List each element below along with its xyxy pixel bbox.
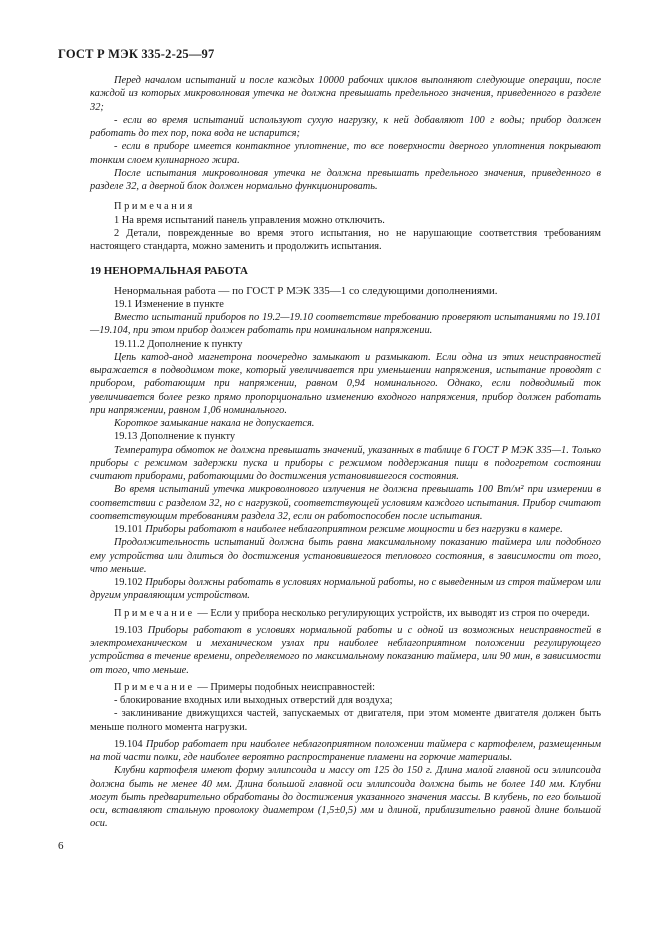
clause-number: 19.104	[114, 738, 143, 750]
section-title: 19 НЕНОРМАЛЬНАЯ РАБОТА	[90, 265, 248, 278]
clause-number: 19.103	[114, 624, 143, 636]
clause-19-13-heading: 19.13 Дополнение к пункту	[114, 431, 236, 443]
clause-number: 19.102	[114, 577, 143, 588]
page-number: 6	[58, 840, 64, 852]
clause-text: Приборы работают в наиболее неблагоприятном режиме мощности и без нагрузки в камере.	[145, 524, 563, 535]
clause-19-1-heading: 19.1 Изменение в пункте	[114, 298, 224, 310]
note-label: Примечание	[114, 607, 195, 619]
clause-19-13-text-2: Во время испытаний утечка микроволнового излучения не должна превышать 100 Вт/м² при измерении в соответствии с разделом 32, но с нагрузкой, соответствующей условиям каждого испытания. Прибор считают соответствующим требованиям раздела 32, если он работоспособен после испытания.	[90, 484, 601, 522]
document-body	[90, 74, 601, 831]
clause-19-102	[90, 576, 601, 603]
clause-text: Прибор работает при наиболее неблагоприятном положении таймера с картофелем, размещенным на той части полки, где наиболее вероятно распространение пламени на горючие материалы.	[90, 738, 601, 763]
clause-number: 19.101	[114, 524, 143, 535]
note-text: — Если у прибора несколько регулирующих устройств, их выводят из строя по очереди.	[197, 607, 590, 619]
note-faults	[90, 681, 601, 694]
clause-19-11-2-text-2: Короткое замыкание накала не допускается.	[114, 418, 315, 429]
note-fault-item-1: - блокирование входных или выходных отверстий для воздуха;	[114, 695, 393, 706]
clause-19-101	[90, 523, 601, 536]
note-2: 2 Детали, поврежденные во время этого испытания, но не нарушающие соответствия требованиям настоящего стандарта, можно заменить и продолжить испытания.	[90, 227, 601, 252]
paragraph-test-cycles: Перед началом испытаний и после каждых 10000 рабочих циклов выполняют следующие операции, после каждой из которых микроволновая утечка не должна превышать предельного значения, приведенного в разделе 32;	[90, 75, 601, 113]
clause-19-1-text: Вместо испытаний приборов по 19.2—19.10 соответствие требованию проверяют испытаниями по 19.101—19.104, при этом прибор должен работать при номинальном напряжении.	[90, 312, 601, 337]
clause-19-11-2-heading: 19.11.2 Дополнение к пункту	[114, 338, 243, 350]
paragraph-dry-load: - если во время испытаний используют сухую нагрузку, к ней добавляют 100 г воды; прибор должен работать до тех пор, пока вода не испарится;	[90, 114, 601, 139]
section-lead: Ненормальная работа — по ГОСТ Р МЭК 335—1 со следующими дополнениями.	[114, 284, 498, 297]
clause-19-103	[90, 624, 601, 677]
clause-19-101-text-2: Продолжительность испытаний должна быть равна максимальному показанию таймера или подобного ему устройства или длиться до достижения установившегося теплового состояния, в зависимости от того, что меньше.	[90, 537, 601, 575]
paragraph-after-test: После испытания микроволновая утечка не должна превышать предельного значения, приведенного в разделе 32, а дверной блок должен нормально функционировать.	[90, 167, 601, 192]
clause-19-13-text: Температура обмоток не должна превышать значений, указанных в таблице 6 ГОСТ Р МЭК 335—1. Только приборы с режимом задержки пуска и приборы с режимом поддержания пищи в подогретом состоянии считают приборами, работающими до достижения установившегося состояния.	[90, 444, 601, 482]
note-label: Примечание	[114, 681, 195, 693]
clause-19-104	[90, 738, 601, 765]
standard-header: ГОСТ Р МЭК 335-2-25—97	[58, 47, 215, 61]
clause-text: Приборы должны работать в условиях нормальной работы, но с выведенным из строя таймером или другим управляющим устройством.	[90, 577, 601, 602]
note-1: 1 На время испытаний панель управления можно отключить.	[114, 214, 385, 226]
clause-19-104-text-2: Клубни картофеля имеют форму эллипсоида и массу от 125 до 150 г. Длина малой главной оси эллипсоида должна быть не менее 40 мм. Длина большой главной оси эллипсоида должна быть не более 140 мм. Клубни могут быть предварительно обработаны до достижения указанного значения массы. В клубень, по его большой оси, вставляют стальную проволоку диаметром (1,5±0,5) мм и длиной, приблизительно равной длине большой оси.	[90, 765, 601, 830]
paragraph-contact-seal: - если в приборе имеется контактное уплотнение, то все поверхности дверного уплотнения покрывают тонким слоем кулинарного жира.	[90, 141, 601, 166]
note-fault-item-2: - заклинивание движущихся частей, запускаемых от двигателя, при этом моменте двигателя должен быть меньше полного момента нагрузки.	[90, 708, 601, 733]
note-text: — Примеры подобных неисправностей:	[197, 681, 375, 693]
clause-text: Приборы работают в условиях нормальной работы и с одной из возможных неисправностей в электромеханическом и механическом узлах при наиболее неблагоприятном положении регулирующего устройства в течение времени, определяемого по максимальному показанию таймера, или 90 мин, в зависимости от того, что меньше.	[90, 624, 601, 676]
clause-19-11-2-text: Цепь катод-анод магнетрона поочередно замыкают и размыкают. Если одна из этих неисправностей выражается в подводимом токе, который увеличивается при уменьшении напряжения, испытание проводят с прибором, работающим при напряжении, равном 0,94 номинального. Однако, если подводимый ток увеличивается более резко прямо пропорционально изменению входного напряжения, прибор должен работать при напряжении, равном 1,06 номинального.	[90, 351, 601, 416]
note-regulators	[90, 607, 601, 620]
notes-heading: Примечания	[114, 201, 195, 213]
